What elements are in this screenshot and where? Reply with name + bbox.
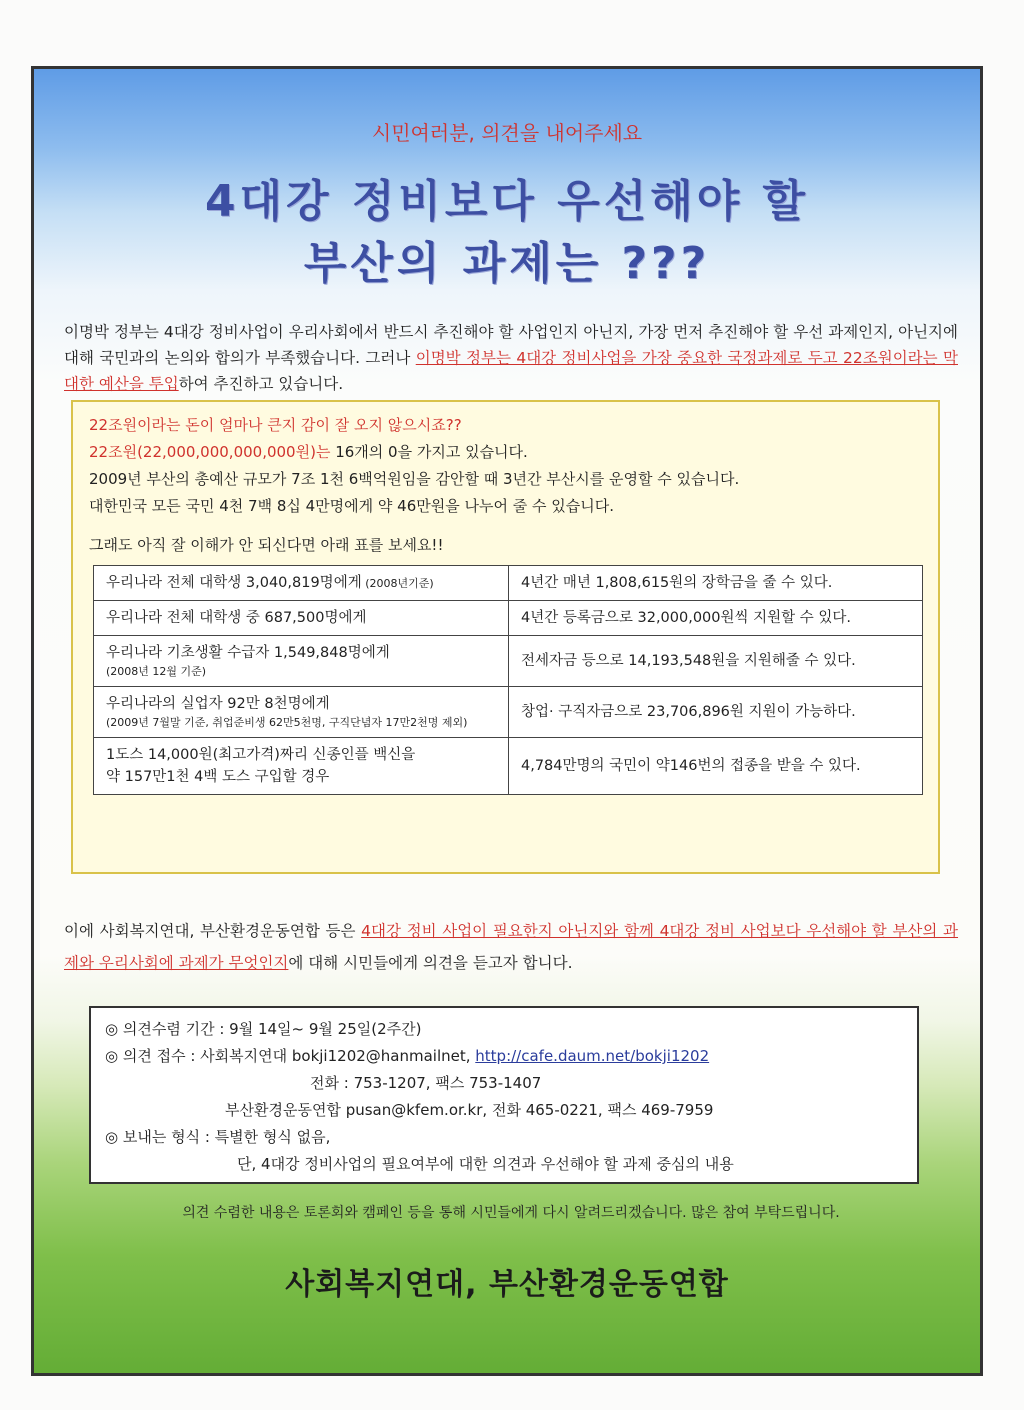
table-cell-right: 4년간 등록금으로 32,000,000원씩 지원할 수 있다. <box>509 601 923 636</box>
table-row <box>94 636 923 687</box>
info-line-2 <box>89 439 922 466</box>
closing-text-1: 이에 사회복지연대, 부산환경운동연합 등은 <box>64 922 362 940</box>
intro-highlight: 이명박 정부는 4대강 정비사업을 가장 중요한 국정과제로 두고 22조원이라는 막대한 예산을 투입 <box>64 349 958 393</box>
table-cell-left: 우리나라 전체 대학생 3,040,819명에게 (2008년기준) <box>94 566 509 601</box>
table-cell-left: 우리나라 기초생활 수급자 1,549,848명에게 (2008년 12월 기준) <box>94 636 509 687</box>
flyer-sheet <box>31 66 983 1376</box>
format-line: ◎ 보내는 형식 : 특별한 형식 없음, <box>105 1128 331 1146</box>
table-cell-right: 4년간 매년 1,808,615원의 장학금을 줄 수 있다. <box>509 566 923 601</box>
org2-email[interactable]: pusan@kfem.or.kr <box>345 1101 483 1119</box>
submission-details-box <box>89 1006 919 1184</box>
info-line-1: 22조원이라는 돈이 얼마나 큰지 감이 잘 오지 않으시죠?? <box>89 416 462 434</box>
org2-phone: , 전화 465-0221, 팩스 469-7959 <box>482 1101 714 1119</box>
receive-label: ◎ 의견 접수 : 사회복지연대 bokji1202@hanmailnet, <box>105 1047 476 1065</box>
period-line: ◎ 의견수렴 기간 : 9월 14일~ 9월 25일(2주간) <box>105 1020 422 1038</box>
table-row <box>94 601 923 636</box>
closing-highlight: 4대강 정비 사업이 필요한지 아닌지와 함께 4대강 정비 사업보다 우선해야 할 부산의 과제와 우리사회에 과제가 무엇인지 <box>64 922 959 972</box>
table-row <box>94 566 923 601</box>
table-cell-right: 4,784만명의 국민이 약146번의 접종을 받을 수 있다. <box>509 738 923 795</box>
phone-line-1: 전화 : 753-1207, 팩스 753-1407 <box>310 1074 542 1092</box>
cafe-link[interactable]: http://cafe.daum.net/bokji1202 <box>475 1047 710 1065</box>
info-line-4: 대한민국 모든 국민 4천 7백 8십 4만명에게 약 46만원을 나누어 줄 수 있습니다. <box>89 497 614 515</box>
format-detail-line: 단, 4대강 정비사업의 필요여부에 대한 의견과 우선해야 할 과제 중심의 내용 <box>237 1155 734 1173</box>
intro-text-1: 이명박 정부는 4대강 정비사업이 우리사회에서 반드시 추진해야 할 사업인지 아닌지, 가장 먼저 추진해야 할 우선 과제인지, 아닌지에 대해 국민과의 논의와 합의가 부족했습니다. 그러나 <box>64 323 958 367</box>
intro-text-2: 하여 추진하고 있습니다. <box>178 375 344 393</box>
intro-paragraph <box>64 319 958 397</box>
closing-paragraph <box>64 915 958 979</box>
flyer-subtitle: 시민여러분, 의견을 내어주세요 <box>371 121 643 145</box>
flyer-title-line2: 부산의 과제는 ??? <box>303 238 711 289</box>
table-cell-right: 창업· 구직자금으로 23,706,896원 지원이 가능하다. <box>509 687 923 738</box>
closing-text-2: 에 대해 시민들에게 의견을 듣고자 합니다. <box>288 954 573 972</box>
table-cell-left: 1도스 14,000원(최고가격)짜리 신종인플 백신을 약 157만1천 4백 도스 구입할 경우 <box>94 738 509 795</box>
comparison-table <box>93 565 923 795</box>
org2-label: 부산환경운동연합 <box>225 1101 346 1119</box>
budget-info-box <box>71 400 940 874</box>
info-line-2-text: 16개의 0을 가지고 있습니다. <box>330 443 528 461</box>
table-row <box>94 687 923 738</box>
table-cell-left: 우리나라의 실업자 92만 8천명에게 (2009년 7월말 기준, 취업준비생 62만5천명, 구직단념자 17만2천명 제외) <box>94 687 509 738</box>
table-row <box>94 738 923 795</box>
org2-line <box>105 1097 903 1124</box>
table-cell-right: 전세자금 등으로 14,193,548원을 지원해줄 수 있다. <box>509 636 923 687</box>
organizations-signature: 사회복지연대, 부산환경운동연합 <box>285 1267 729 1302</box>
info-line-2-highlight: 22조원(22,000,000,000,000원)는 <box>89 443 331 461</box>
info-line-5: 그래도 아직 잘 이해가 안 되신다면 아래 표를 보세요!! <box>89 536 444 554</box>
receive-line <box>105 1043 903 1070</box>
table-cell-left: 우리나라 전체 대학생 중 687,500명에게 <box>94 601 509 636</box>
flyer-title-line1: 4대강 정비보다 우선해야 할 <box>204 176 810 227</box>
footer-note: 의견 수렴한 내용은 토론회와 캠페인 등을 통해 시민들에게 다시 알려드리겠습니다. 많은 참여 부탁드립니다. <box>182 1205 840 1221</box>
info-line-3: 2009년 부산의 총예산 규모가 7조 1천 6백억원임을 감안할 때 3년간 부산시를 운영할 수 있습니다. <box>89 470 740 488</box>
